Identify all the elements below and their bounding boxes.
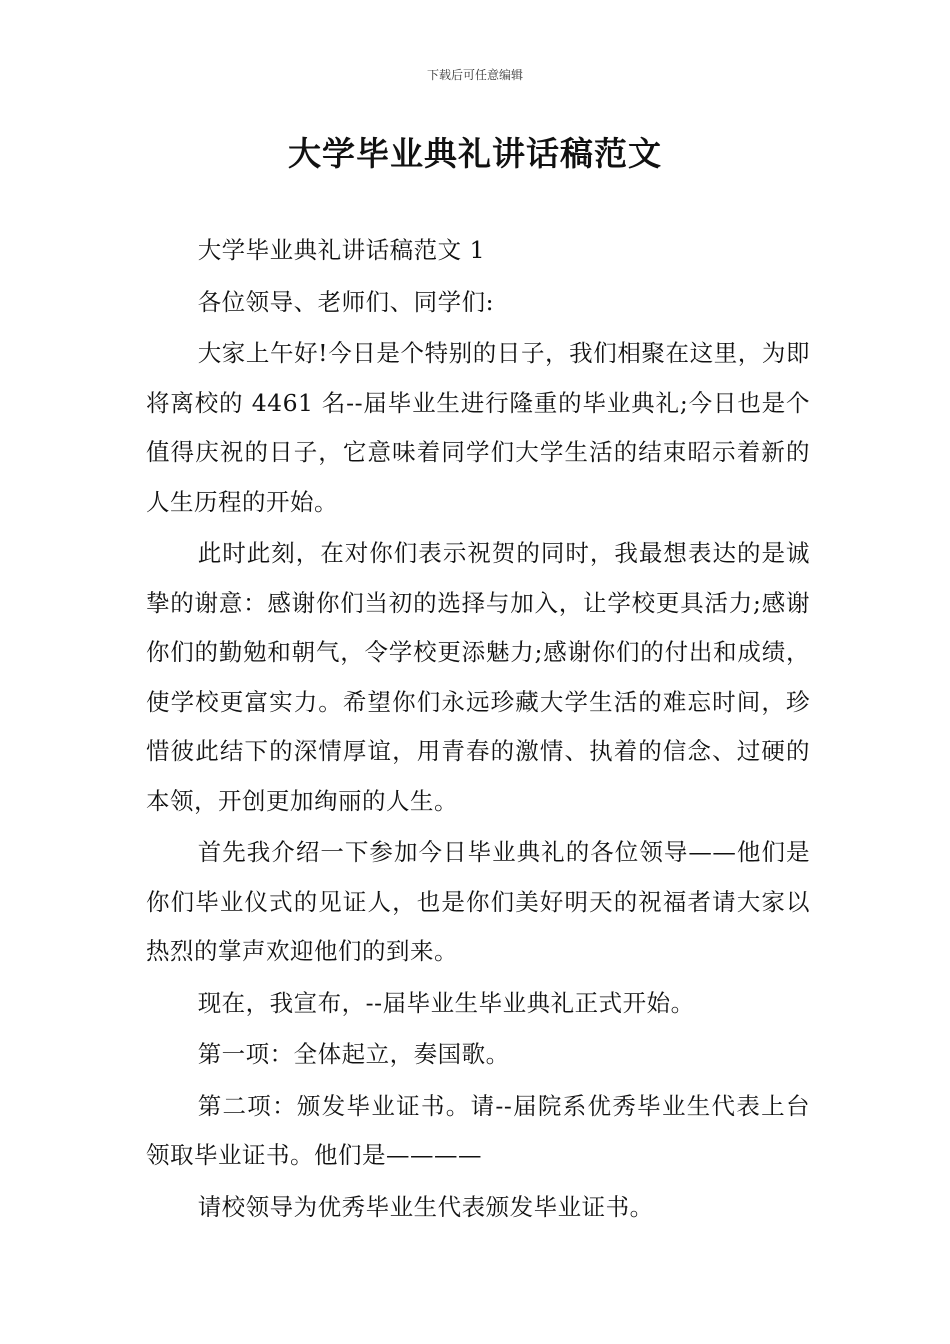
- salutation: 各位领导、老师们、同学们:: [197, 287, 495, 316]
- section-heading: 大学毕业典礼讲话稿范文 1: [197, 236, 486, 264]
- header-note: 下载后可任意编辑: [426, 68, 523, 82]
- paragraph: 请校领导为优秀毕业生代表颁发毕业证书。: [197, 1192, 654, 1221]
- paragraph: 第二项：颁发毕业证书。请--届院系优秀毕业生代表上台领取毕业证书。他们是————: [146, 1091, 810, 1169]
- document-title: 大学毕业典礼讲话稿范文: [288, 134, 662, 173]
- document-body: [146, 226, 810, 1234]
- paragraph: 大家上午好!今日是个特别的日子，我们相聚在这里，为即将离校的 4461 名--届毕业生进行隆重的毕业典礼;今日也是个值得庆祝的日子，它意味着同学们大学生活的结束昭示着新的人生历程的开始。: [146, 339, 810, 516]
- paragraph: 此时此刻，在对你们表示祝贺的同时，我最想表达的是诚挚的谢意：感谢你们当初的选择与加入，让学校更具活力;感谢你们的勤勉和朝气，令学校更添魅力;感谢你们的付出和成绩，使学校更富实力。希望你们永远珍藏大学生活的难忘时间，珍惜彼此结下的深情厚谊，用青春的激情、执着的信念、过硬的本领，开创更加绚丽的人生。: [146, 539, 810, 815]
- paragraph: 首先我介绍一下参加今日毕业典礼的各位领导——他们是你们毕业仪式的见证人，也是你们美好明天的祝福者请大家以热烈的掌声欢迎他们的到来。: [146, 838, 810, 965]
- paragraph: 现在，我宣布，--届毕业生毕业典礼正式开始。: [197, 988, 695, 1017]
- paragraph: 第一项：全体起立，奏国歌。: [197, 1040, 510, 1068]
